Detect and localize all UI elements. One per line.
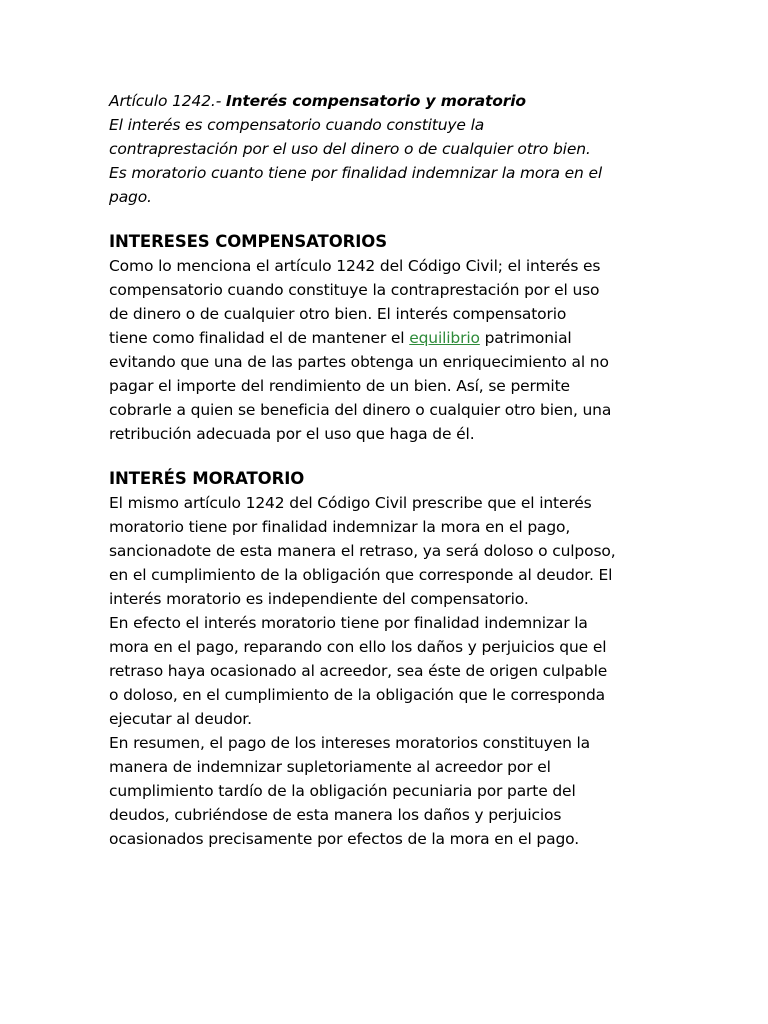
paragraph-line: evitando que una de las partes obtenga un enriquecimiento al no	[109, 353, 609, 371]
paragraph-line: Como lo menciona el artículo 1242 del Código Civil; el interés es	[109, 257, 601, 275]
paragraph-line: pagar el importe del rendimiento de un bien. Así, se permite	[109, 377, 570, 395]
article-line: Es moratorio cuanto tiene por finalidad indemnizar la mora en el	[109, 164, 602, 182]
paragraph-line: En resumen, el pago de los intereses moratorios constituyen la	[109, 734, 591, 752]
paragraph-line: ocasionados precisamente por efectos de la mora en el pago.	[109, 830, 579, 848]
spacer	[109, 209, 669, 230]
section-heading-compensatorios: INTERESES COMPENSATORIOS	[109, 232, 387, 251]
article-title-text: Interés compensatorio y moratorio	[225, 92, 526, 110]
paragraph-line: mora en el pago, reparando con ello los daños y perjuicios que el	[109, 638, 607, 656]
paragraph-line: cumplimiento tardío de la obligación pecuniaria por parte del	[109, 782, 576, 800]
paragraph-line: moratorio tiene por finalidad indemnizar la mora en el pago,	[109, 518, 571, 536]
article-title-separator: .-	[210, 92, 226, 110]
article-number: Artículo 1242	[109, 92, 211, 110]
paragraph-line: En efecto el interés moratorio tiene por finalidad indemnizar la	[109, 614, 588, 632]
article-line: pago.	[109, 188, 152, 206]
paragraph-line: deudos, cubriéndose de esta manera los daños y perjuicios	[109, 806, 562, 824]
paragraph-line: retraso haya ocasionado al acreedor, sea éste de origen culpable	[109, 662, 608, 680]
paragraph-line: en el cumplimiento de la obligación que corresponde al deudor. El	[109, 566, 613, 584]
paragraph-line: cobrarle a quien se beneficia del dinero o cualquier otro bien, una	[109, 401, 612, 419]
section-heading-moratorio: INTERÉS MORATORIO	[109, 469, 305, 488]
paragraph-line: retribución adecuada por el uso que haga de él.	[109, 425, 475, 443]
paragraph-line: compensatorio cuando constituye la contraprestación por el uso	[109, 281, 600, 299]
spacer	[109, 446, 669, 467]
paragraph-text: tiene como finalidad el de mantener el	[109, 329, 410, 347]
equilibrio-link[interactable]: equilibrio	[409, 329, 480, 347]
paragraph-line: manera de indemnizar supletoriamente al acreedor por el	[109, 758, 551, 776]
article-title	[109, 89, 669, 113]
paragraph-line: de dinero o de cualquier otro bien. El interés compensatorio	[109, 305, 567, 323]
paragraph-line: interés moratorio es independiente del compensatorio.	[109, 590, 529, 608]
article-line: contraprestación por el uso del dinero o de cualquier otro bien.	[109, 140, 591, 158]
paragraph-line-with-link	[109, 326, 669, 350]
paragraph-text: patrimonial	[479, 329, 572, 347]
article-line: El interés es compensatorio cuando constituye la	[109, 116, 485, 134]
paragraph-line: o doloso, en el cumplimiento de la obligación que le corresponda	[109, 686, 606, 704]
paragraph-line: sancionadote de esta manera el retraso, ya será doloso o culposo,	[109, 542, 616, 560]
paragraph-line: El mismo artículo 1242 del Código Civil prescribe que el interés	[109, 494, 592, 512]
document-page	[109, 89, 669, 851]
paragraph-line: ejecutar al deudor.	[109, 710, 252, 728]
